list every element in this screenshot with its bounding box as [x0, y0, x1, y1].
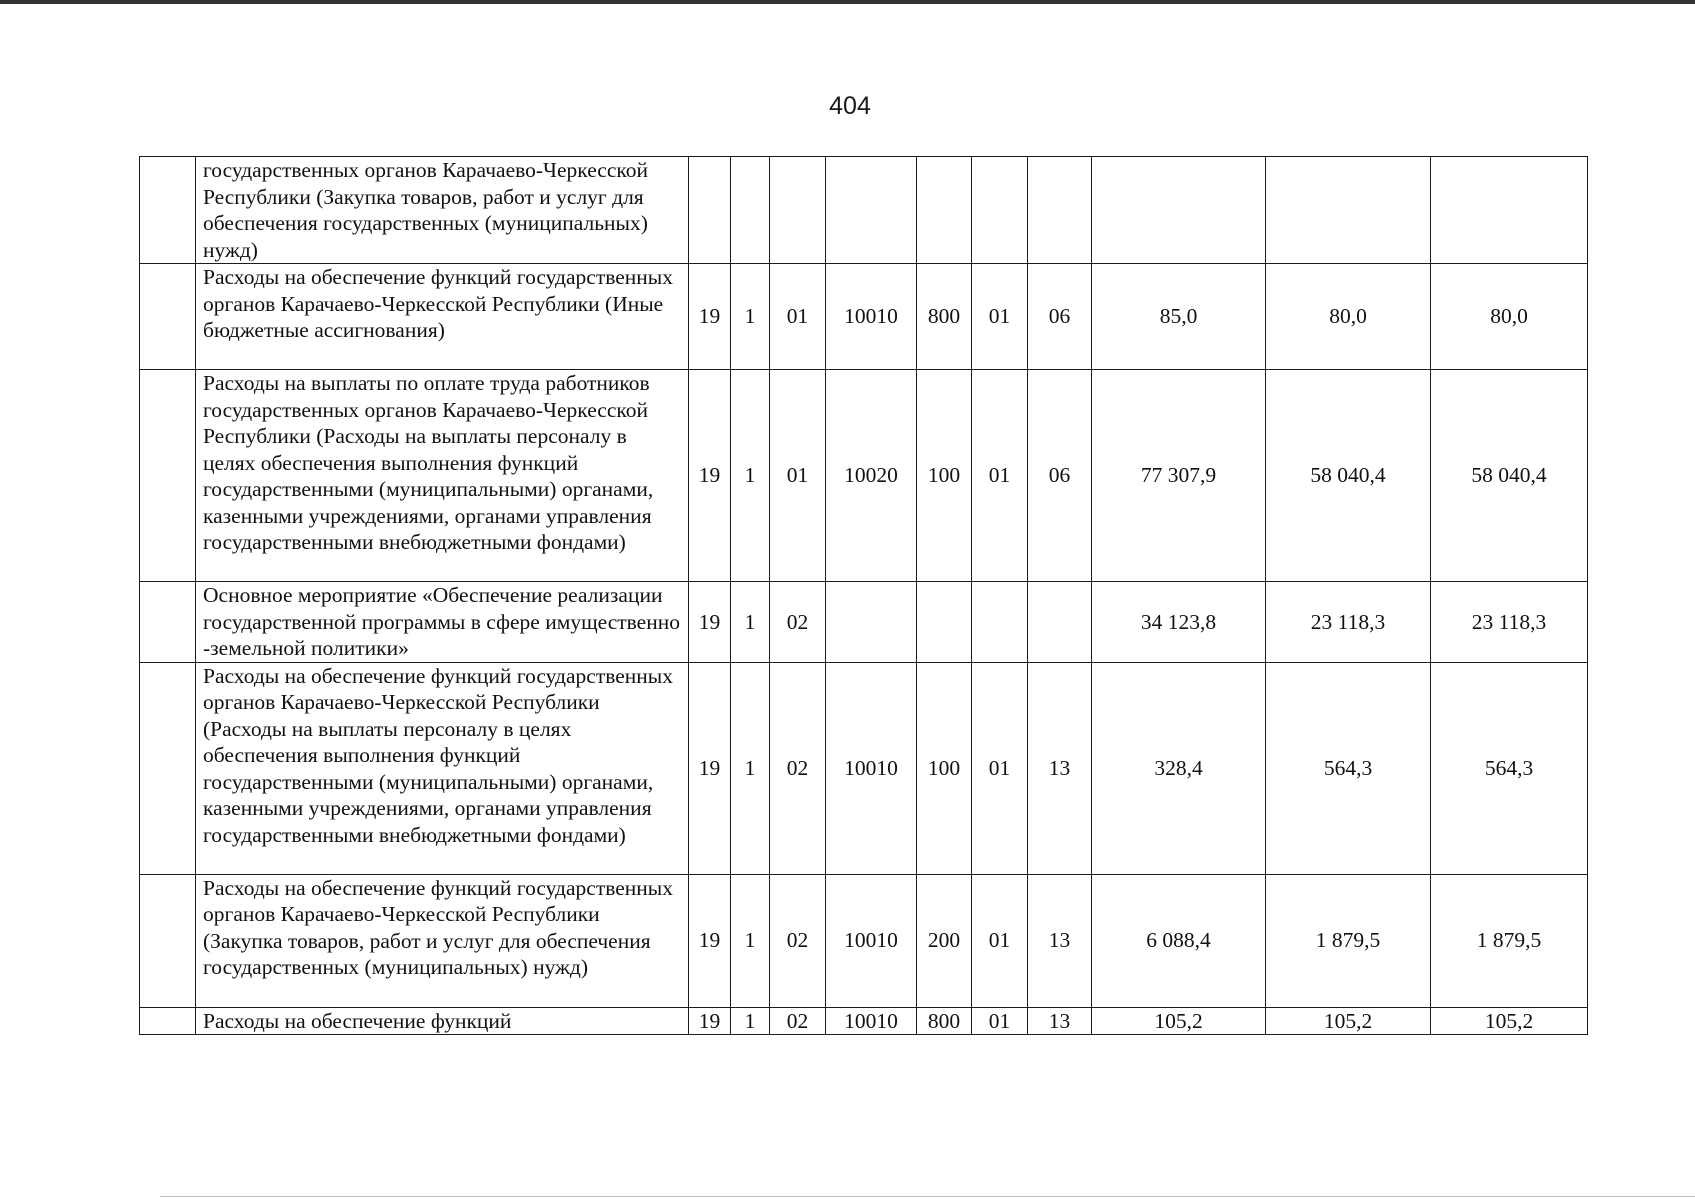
code-cell-pgp	[731, 157, 770, 264]
budget-table	[139, 156, 1588, 1035]
code-cell-gp: 19	[689, 1007, 731, 1035]
row-index-cell	[140, 582, 196, 663]
code-cell-subsection: 13	[1028, 874, 1092, 1007]
row-index-cell	[140, 157, 196, 264]
code-cell-section: 01	[972, 370, 1028, 582]
table-row	[140, 1007, 1588, 1035]
code-cell-pgp: 1	[731, 662, 770, 874]
amount-year-1-cell: 105,2	[1092, 1007, 1266, 1035]
table-row	[140, 157, 1588, 264]
expense-name-cell: Расходы на обеспечение функций государственных органов Карачаево-Черкесской Республики (Расходы на выплаты персоналу в целях обеспечения выполнения функций государственными (муниципальными) органами, казенными учреждениями, органами управления государственными внебюджетными фондами)	[196, 662, 689, 874]
amount-year-2-cell: 564,3	[1266, 662, 1431, 874]
code-cell-section	[972, 157, 1028, 264]
code-cell-gp: 19	[689, 582, 731, 663]
code-cell-subsection: 13	[1028, 662, 1092, 874]
code-cell-om: 01	[770, 370, 826, 582]
code-cell-direction: 10010	[826, 1007, 917, 1035]
amount-year-1-cell: 85,0	[1092, 264, 1266, 370]
amount-year-1-cell: 328,4	[1092, 662, 1266, 874]
amount-year-1-cell: 34 123,8	[1092, 582, 1266, 663]
code-cell-pgp: 1	[731, 370, 770, 582]
code-cell-expense-type	[917, 582, 972, 663]
code-cell-subsection: 13	[1028, 1007, 1092, 1035]
code-cell-expense-type: 100	[917, 370, 972, 582]
row-index-cell	[140, 874, 196, 1007]
amount-year-3-cell: 23 118,3	[1431, 582, 1588, 663]
amount-year-2-cell: 1 879,5	[1266, 874, 1431, 1007]
top-border-line	[0, 0, 1695, 4]
code-cell-subsection	[1028, 157, 1092, 264]
amount-year-1-cell: 77 307,9	[1092, 370, 1266, 582]
amount-year-1-cell: 6 088,4	[1092, 874, 1266, 1007]
row-index-cell	[140, 662, 196, 874]
expense-name-cell: Расходы на обеспечение функций	[196, 1007, 689, 1035]
code-cell-pgp: 1	[731, 874, 770, 1007]
code-cell-direction: 10010	[826, 662, 917, 874]
amount-year-3-cell: 58 040,4	[1431, 370, 1588, 582]
code-cell-subsection: 06	[1028, 370, 1092, 582]
code-cell-om: 02	[770, 1007, 826, 1035]
table-row	[140, 874, 1588, 1007]
code-cell-om: 02	[770, 582, 826, 663]
code-cell-direction	[826, 157, 917, 264]
amount-year-2-cell: 105,2	[1266, 1007, 1431, 1035]
code-cell-pgp: 1	[731, 264, 770, 370]
code-cell-gp: 19	[689, 370, 731, 582]
code-cell-gp: 19	[689, 874, 731, 1007]
code-cell-section	[972, 582, 1028, 663]
code-cell-om	[770, 157, 826, 264]
amount-year-2-cell: 80,0	[1266, 264, 1431, 370]
code-cell-direction: 10010	[826, 264, 917, 370]
row-index-cell	[140, 370, 196, 582]
code-cell-expense-type: 100	[917, 662, 972, 874]
code-cell-gp: 19	[689, 264, 731, 370]
code-cell-section: 01	[972, 874, 1028, 1007]
expense-name-cell: Расходы на обеспечение функций государственных органов Карачаево-Черкесской Республики (Закупка товаров, работ и услуг для обеспечения государственных (муниципальных) нужд)	[196, 874, 689, 1007]
expense-name-cell: государственных органов Карачаево-Черкесской Республики (Закупка товаров, работ и услуг для обеспечения государственных (муниципальных) нужд)	[196, 157, 689, 264]
bottom-border-line	[160, 1196, 1695, 1197]
page-number: 404	[829, 92, 871, 120]
amount-year-3-cell: 564,3	[1431, 662, 1588, 874]
code-cell-om: 01	[770, 264, 826, 370]
table-row	[140, 370, 1588, 582]
code-cell-direction: 10010	[826, 874, 917, 1007]
amount-year-2-cell: 23 118,3	[1266, 582, 1431, 663]
code-cell-subsection	[1028, 582, 1092, 663]
amount-year-1-cell	[1092, 157, 1266, 264]
amount-year-3-cell: 80,0	[1431, 264, 1588, 370]
amount-year-3-cell: 1 879,5	[1431, 874, 1588, 1007]
amount-year-2-cell	[1266, 157, 1431, 264]
code-cell-expense-type: 800	[917, 264, 972, 370]
code-cell-section: 01	[972, 662, 1028, 874]
code-cell-gp: 19	[689, 662, 731, 874]
table-row	[140, 662, 1588, 874]
code-cell-section: 01	[972, 264, 1028, 370]
amount-year-3-cell	[1431, 157, 1588, 264]
expense-name-cell: Расходы на выплаты по оплате труда работников государственных органов Карачаево-Черкесской Республики (Расходы на выплаты персоналу в целях обеспечения выполнения функций государственными (муниципальными) органами, казенными учреждениями, органами управления государственными внебюджетными фондами)	[196, 370, 689, 582]
code-cell-direction	[826, 582, 917, 663]
code-cell-subsection: 06	[1028, 264, 1092, 370]
table-row	[140, 582, 1588, 663]
table-row	[140, 264, 1588, 370]
code-cell-section: 01	[972, 1007, 1028, 1035]
expense-name-cell: Расходы на обеспечение функций государственных органов Карачаево-Черкесской Республики (Иные бюджетные ассигнования)	[196, 264, 689, 370]
code-cell-gp	[689, 157, 731, 264]
code-cell-om: 02	[770, 662, 826, 874]
expense-name-cell: Основное мероприятие «Обеспечение реализации государственной программы в сфере имущественно -земельной политики»	[196, 582, 689, 663]
code-cell-pgp: 1	[731, 1007, 770, 1035]
code-cell-om: 02	[770, 874, 826, 1007]
code-cell-expense-type	[917, 157, 972, 264]
amount-year-2-cell: 58 040,4	[1266, 370, 1431, 582]
row-index-cell	[140, 264, 196, 370]
code-cell-pgp: 1	[731, 582, 770, 663]
code-cell-expense-type: 200	[917, 874, 972, 1007]
code-cell-direction: 10020	[826, 370, 917, 582]
row-index-cell	[140, 1007, 196, 1035]
amount-year-3-cell: 105,2	[1431, 1007, 1588, 1035]
code-cell-expense-type: 800	[917, 1007, 972, 1035]
